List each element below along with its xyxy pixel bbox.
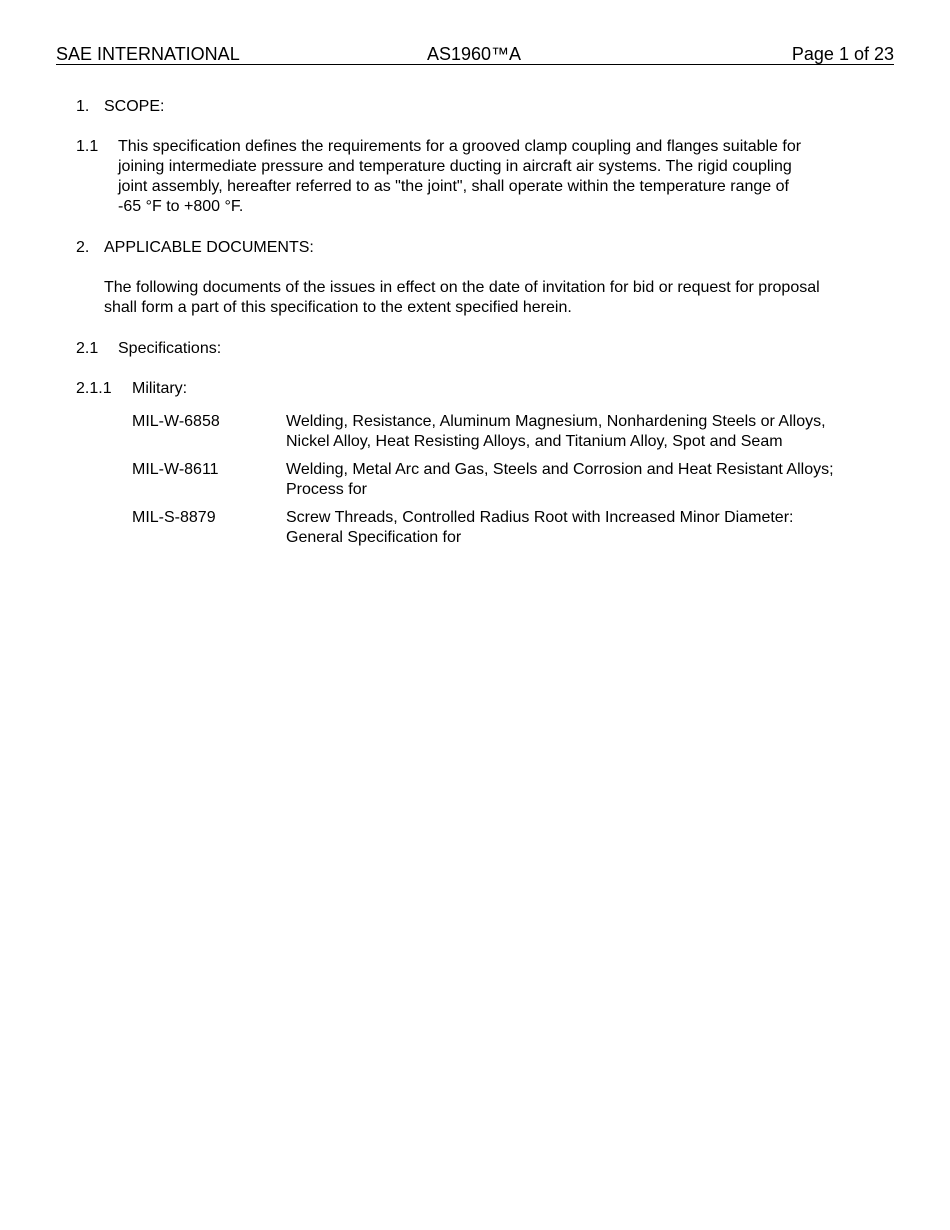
paragraph-line: shall form a part of this specification to the extent specified herein.: [104, 299, 572, 316]
section-2-1-title: Specifications:: [118, 340, 222, 357]
section-2-1-1-number: 2.1.1: [76, 380, 112, 397]
description-line: Welding, Resistance, Aluminum Magnesium, Nonhardening Steels or Alloys,: [286, 413, 826, 430]
description-line: Welding, Metal Arc and Gas, Steels and Corrosion and Heat Resistant Alloys;: [286, 461, 834, 478]
header-doc-id: AS1960™A: [427, 44, 522, 64]
document-description: [286, 412, 826, 452]
section-1-title: SCOPE:: [104, 98, 165, 115]
document-description: [286, 460, 834, 500]
document-id: MIL-W-6858: [132, 413, 220, 430]
description-line: Nickel Alloy, Heat Resisting Alloys, and Titanium Alloy, Spot and Seam: [286, 433, 783, 450]
section-1-1-paragraph: [118, 137, 801, 217]
header-org: SAE INTERNATIONAL: [56, 44, 240, 64]
section-1-number: 1.: [76, 98, 90, 115]
description-line: General Specification for: [286, 529, 462, 546]
paragraph-line: -65 °F to +800 °F.: [118, 198, 244, 215]
section-2-paragraph: [104, 278, 820, 318]
document-id: MIL-W-8611: [132, 461, 219, 478]
paragraph-line: joining intermediate pressure and temperature ducting in aircraft air systems. The rigid coupling: [118, 158, 792, 175]
section-1-1-number: 1.1: [76, 138, 99, 155]
page-header: [56, 44, 894, 65]
section-2-1-1-title: Military:: [132, 380, 188, 397]
description-line: Process for: [286, 481, 367, 498]
paragraph-line: The following documents of the issues in effect on the date of invitation for bid or request for proposal: [104, 279, 820, 296]
paragraph-line: This specification defines the requirements for a grooved clamp coupling and flanges suitable for: [118, 138, 802, 155]
document-description: [286, 508, 793, 548]
section-2-number: 2.: [76, 239, 90, 256]
document-id: MIL-S-8879: [132, 509, 216, 526]
section-2-1-number: 2.1: [76, 340, 99, 357]
description-line: Screw Threads, Controlled Radius Root with Increased Minor Diameter:: [286, 509, 794, 526]
header-page-number: Page 1 of 23: [791, 44, 894, 64]
paragraph-line: joint assembly, hereafter referred to as "the joint", shall operate within the temperature range of: [118, 178, 789, 195]
section-2-title: APPLICABLE DOCUMENTS:: [104, 239, 314, 256]
